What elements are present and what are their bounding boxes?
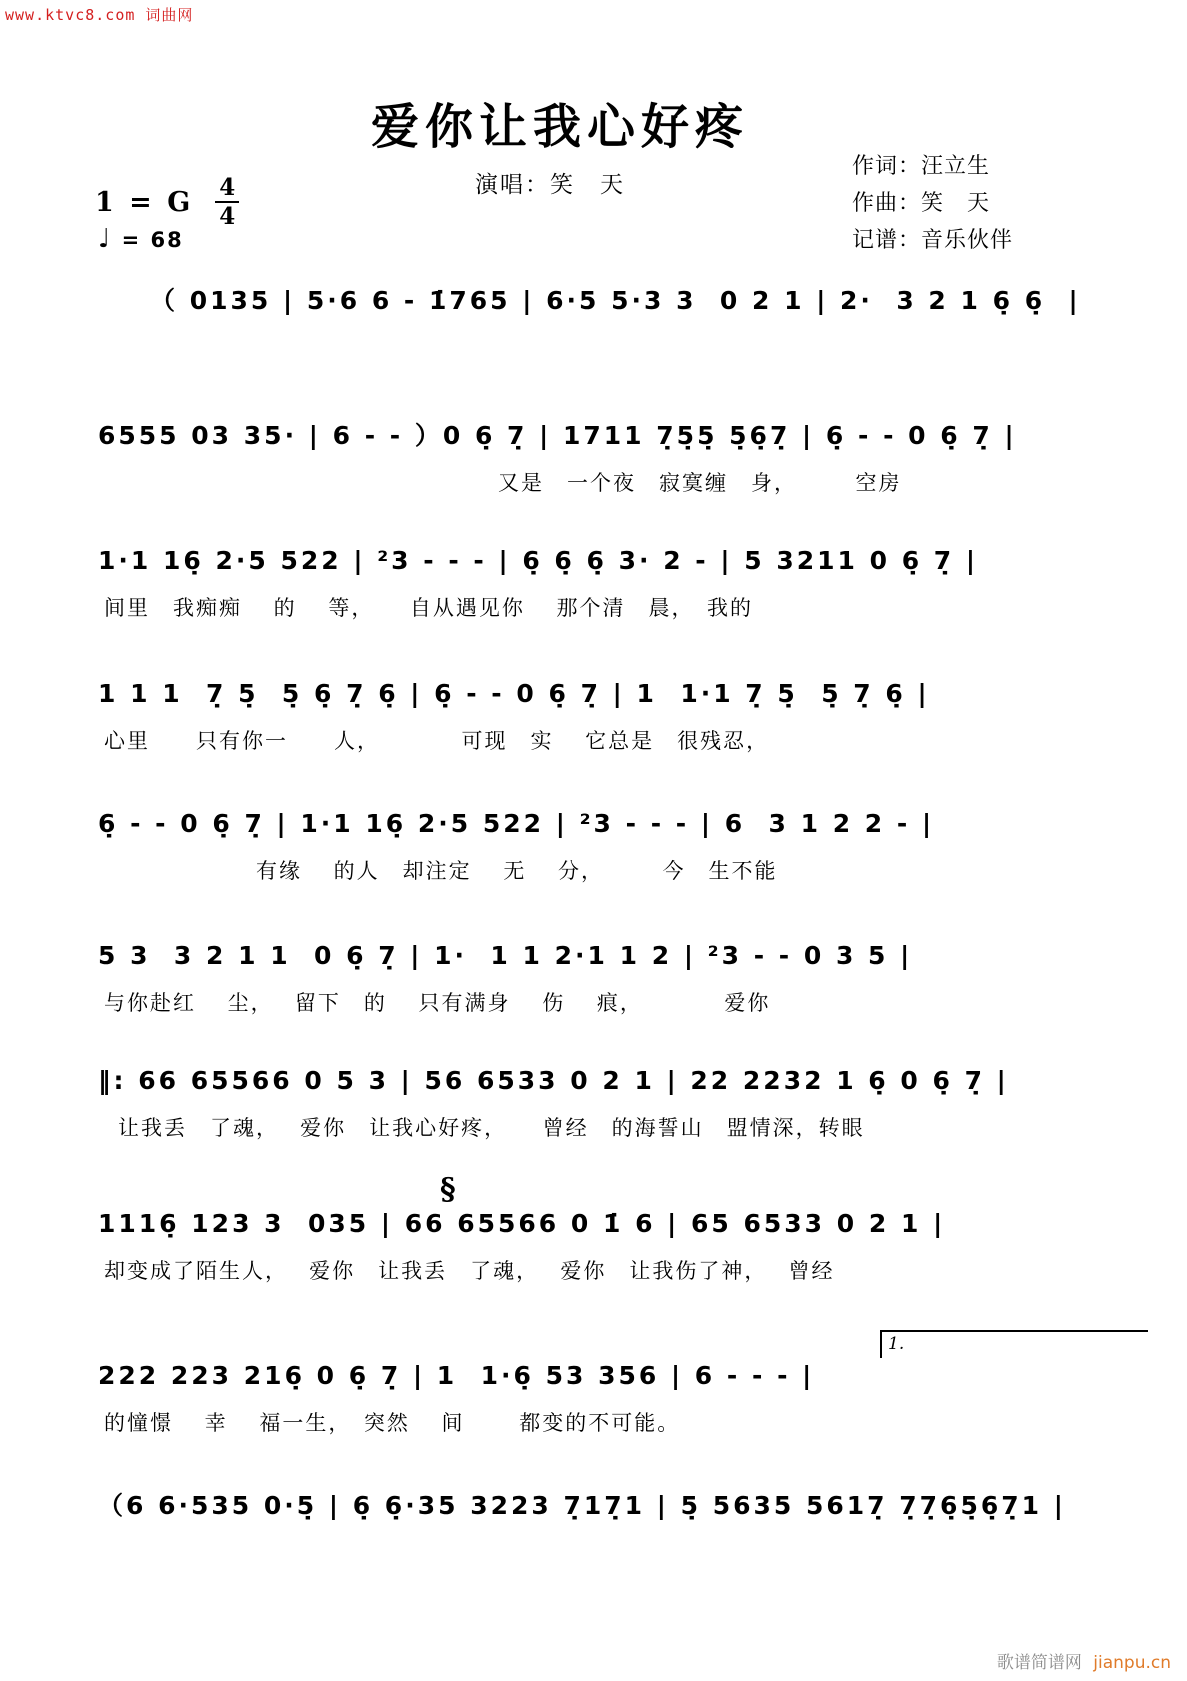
- notation-line: 1116̣ 123 3 035 | 66 65566 0 1̇ 6 | 65 6533 0 2 1 |: [98, 1209, 946, 1238]
- lyrics-line: 心里 只有你一 人， 可现 实 它总是 很残忍，: [104, 729, 770, 753]
- segno-icon: §: [440, 1172, 456, 1207]
- key-text: 1 = G: [95, 186, 194, 218]
- notation-line: 6̣ - - 0 6̣ 7̣ | 1·1 16̣ 2·5 522 | ²3 - - - | 6 3 1 2 2 - |: [98, 809, 935, 838]
- music-system: [98, 1358, 1048, 1438]
- notation-line: （ 0135 | 5·6 6 - 1̇765 | 6·5 5·3 3 0 2 1 | 2· 3 2 1 6̣ 6̣ |: [150, 286, 1081, 315]
- lyrics-line: 的憧憬 幸 福一生， 突然 间 都变的不可能。: [104, 1411, 681, 1435]
- notation-line: 6555 03 35· | 6 - - ）0 6̣ 7̣ | 1711 7̣5̣5̣ 5̣6̣7̣ | 6̣ - - 0 6̣ 7̣ |: [98, 421, 1017, 450]
- notation-line: 1 1 1 7̣ 5̣ 5̣ 6̣ 7̣ 6̣ | 6̣ - - 0 6̣ 7̣ | 1 1·1 7̣ 5̣ 5̣ 7̣ 6̣ |: [98, 679, 930, 708]
- quarter-note-icon: ♩: [98, 224, 113, 254]
- notation-line: 222 223 216̣ 0 6̣ 7̣ | 1 1·6̣ 53 356 | 6 - - - |: [98, 1361, 815, 1390]
- credit-lyricist: 作词：汪立生: [852, 154, 991, 179]
- tempo-value: = 68: [121, 228, 184, 252]
- lyrics-line: 又是 一个夜 寂寞缠 身， 空房: [498, 471, 902, 495]
- volta-bracket: [880, 1330, 1148, 1358]
- lyrics-line: 却变成了陌生人， 爱你 让我丢 了魂， 爱你 让我伤了神， 曾经: [104, 1259, 835, 1283]
- music-system: [98, 676, 1048, 756]
- time-signature-denominator: 4: [219, 203, 236, 230]
- page-title: 爱你让我心好疼: [370, 99, 749, 155]
- lyrics-line: 有缘 的人 却注定 无 分， 今 生不能: [256, 859, 778, 883]
- notation-line: 1·1 16̣ 2·5 522 | ²3 - - - | 6̣ 6̣ 6̣ 3· 2 - | 5 3211 0 6̣ 7̣ |: [98, 546, 979, 575]
- volta-label: 1.: [888, 1334, 905, 1354]
- credit-notator: 记谱：音乐伙伴: [852, 228, 1014, 253]
- time-signature-numerator: 4: [215, 176, 239, 203]
- tempo-marking: [98, 224, 184, 254]
- lyrics-line: 让我丢 了魂， 爱你 让我心好疼， 曾经 的海誓山 盟情深，转眼: [118, 1116, 865, 1140]
- key-signature: [95, 176, 239, 228]
- notation-line: 5 3 3 2 1 1 0 6̣ 7̣ | 1· 1 1 2·1 1 2 | ²3 - - 0 3 5 |: [98, 941, 913, 970]
- music-system: [98, 543, 1048, 623]
- notation-line: ‖: 66 65566 0 5 3 | 56 6533 0 2 1 | 22 2232 1 6̣ 0 6̣ 7̣ |: [98, 1066, 1009, 1095]
- watermark-text: www.ktvc8.com 词曲网: [5, 6, 194, 24]
- music-system: [98, 1063, 1048, 1143]
- music-system: [98, 806, 1048, 886]
- footer-site-name: 歌谱简谱网: [996, 1653, 1082, 1673]
- music-system: [98, 938, 1048, 1018]
- credit-composer: 作曲：笑 天: [852, 191, 991, 216]
- music-system: [98, 1488, 1066, 1524]
- lyrics-line: 间里 我痴痴 的 等， 自从遇见你 那个清 晨， 我的: [104, 596, 754, 620]
- notation-line: （6 6·535 0·5̣ | 6̣ 6̣·35 3223 7̣17̣1 | 5̣ 5635 5617̣ 7̣7̣6̣5̣6̣7̣1 |: [98, 1491, 1066, 1520]
- music-system: [98, 1206, 1048, 1286]
- credits-block: [852, 148, 1013, 259]
- time-signature: [215, 176, 239, 228]
- performer-label: 演唱：笑 天: [475, 172, 625, 198]
- music-system: [98, 418, 1048, 498]
- footer-watermark: [997, 1648, 1171, 1673]
- lyrics-line: 与你赴红 尘， 留下 的 只有满身 伤 痕， 爱你: [104, 991, 771, 1015]
- footer-site-url: jianpu.cn: [1093, 1653, 1171, 1673]
- music-system: [98, 283, 1081, 319]
